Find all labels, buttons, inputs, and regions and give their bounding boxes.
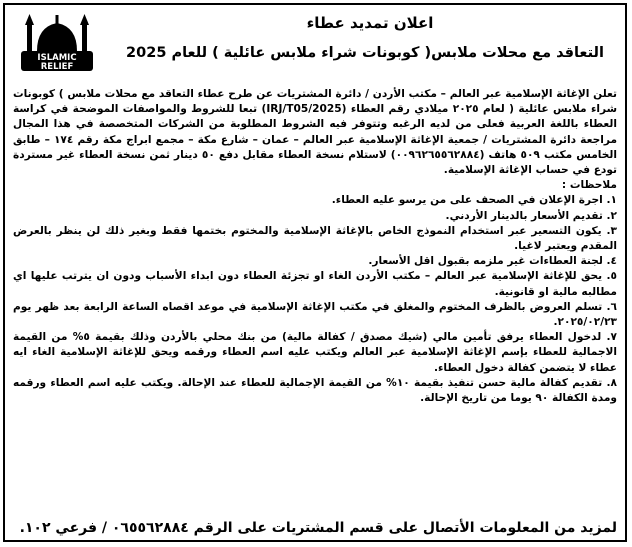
note-item: ٣. يكون التسعير عبر استخدام النموذج الخاص بالإغاثة الإسلامية والمختوم بختمها فقط وبغير ذلك لن ينظر بالعرض المقدم ويعتبر لاغيا.	[13, 224, 617, 253]
advertisement-frame	[3, 3, 627, 542]
note-item: ٨. تقديم كفالة مالية حسن تنفيذ بقيمة ١٠% من القيمة الإجمالية للعطاء عند الإحالة. ويكتب عليه اسم العطاء ورقمه ومدة الكفالة ٩٠ يوما من تاريخ الإحالة.	[13, 376, 617, 405]
ad-subtitle: التعاقد مع محلات ملابس( كوبونات شراء ملابس عائلية ) للعام 2025	[126, 45, 604, 61]
note-item: ٧. لدخول العطاء يرفق تأمين مالي (شيك مصدق / كفالة مالية) من بنك محلي بالأردن وذلك بقيمة ٥% من القيمة الاجمالية للعطاء بإسم الإغاثة الإسلامية عبر العالم ويكتب عليه اسم العطاء ورقمه ويحق للإغاثة الإسلامية الغاء ايه عطاء لا يتضمن كفالة دخول العطاء.	[13, 331, 617, 374]
svg-text:RELIEF: RELIEF	[40, 62, 74, 72]
islamic-relief-logo	[15, 11, 99, 79]
intro-paragraph: تعلن الإغاثة الإسلامية عبر العالم – مكتب الأردن / دائرة المشتريات عن طرح عطاء التعاقد مع محلات ملابس ) كوبونات شراء ملابس عائلية ( لعام ٢٠٢٥ ميلادي رقم العطاء (IRJ/T05/2025) تبعا للشروط والمواصفات الموضحة في كراسة العطاء باللغة العربية فعلى من لديه الرغبه وتتوفر فيه الشروط المطلوبة من الشركات المتخصصة في هذا المجال مراجعة دائرة المشتريات / جمعية الإغاثة الإسلامية عبر العالم – عمان – شارع مكة – مجمع ابراج مكة رقم ١٧٤ – طابق الخامس مكتب ٥٠٩ هاتف (٠٠٩٦٢٦٥٥٦٢٨٨٤) لاستلام نسخة العطاء مقابل دفع ٥٠ دينار ثمن نسخة العطاء غير مستردة تودع في حساب الإغاثة الإسلامية.	[13, 88, 618, 177]
header	[5, 5, 625, 83]
contact-footer: لمزيد من المعلومات الأتصال على قسم المشتريات على الرقم ٠٦٥٥٦٢٨٨٤ / فرعي ١٠٢.	[19, 520, 617, 536]
ad-body	[13, 87, 617, 406]
ad-title: اعلان تمديد عطاء	[306, 14, 434, 32]
notes-heading: ملاحظات :	[561, 179, 617, 192]
note-item: ٦. تسلم العروض بالظرف المختوم والمغلق في مكتب الإغاثة الإسلامية في موعد اقصاه الساعة الرابعة بعد ظهر يوم ٢٠٢٥/٠٢/٢٣.	[13, 300, 617, 329]
note-item: ١. اجرة الإعلان في الصحف على من يرسو عليه العطاء.	[331, 194, 617, 207]
note-item: ٢. تقديم الأسعار بالدينار الأردني.	[445, 209, 617, 222]
note-item: ٥. يحق للإغاثة الإسلامية عبر العالم – مكتب الأردن الغاء او تجزئة العطاء دون ابداء الأسباب ودون ان يترتب عليها اي مطالبه مالية او قانونية.	[13, 270, 617, 298]
svg-text:ISLAMIC: ISLAMIC	[37, 53, 77, 63]
note-item: ٤. لجنة العطاءات غير ملزمه بقبول اقل الأسعار.	[368, 255, 617, 268]
